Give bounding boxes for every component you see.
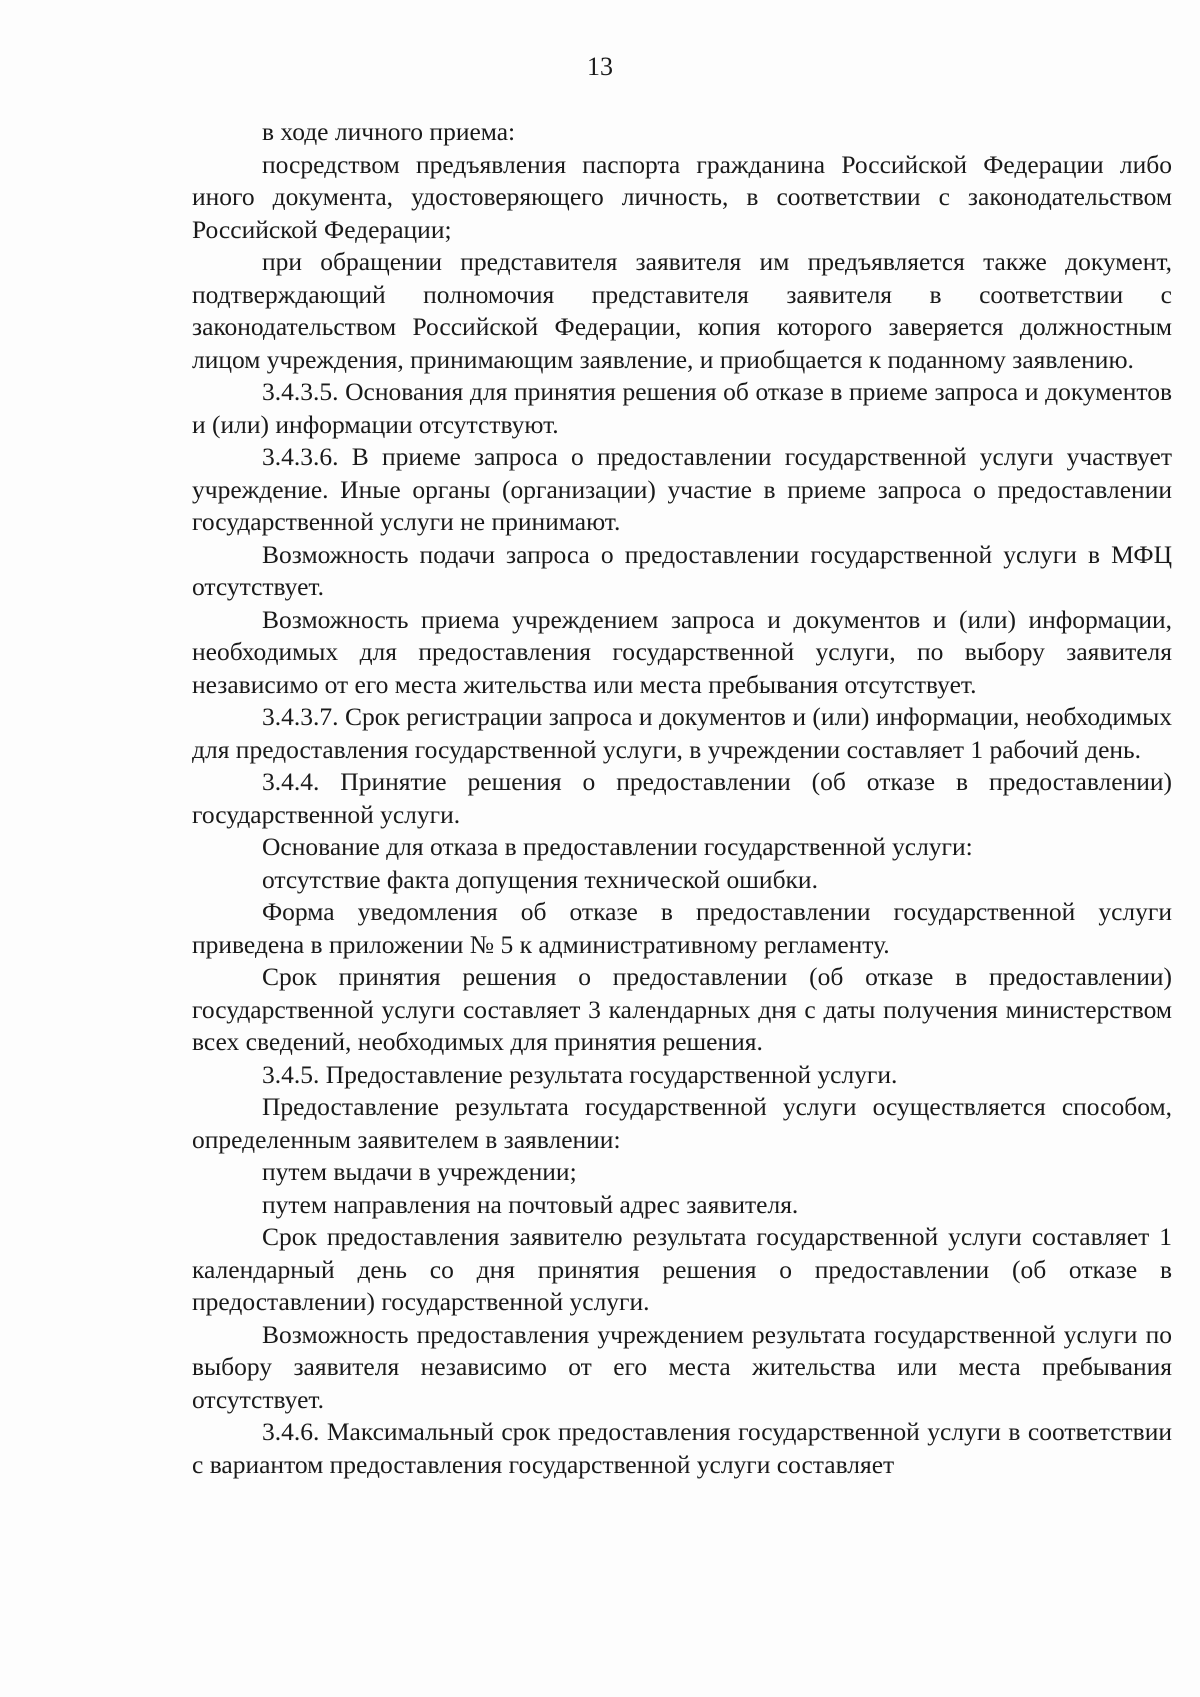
paragraph: Возможность приема учреждением запроса и документов и (или) информации, необходимых для предоставления государственной услуги, по выбору заявителя независимо от его места жительства или места пребывания отсутствует.	[192, 604, 1172, 699]
paragraph: путем направления на почтовый адрес заявителя.	[262, 1189, 799, 1219]
document-body	[192, 116, 1172, 1481]
paragraph: путем выдачи в учреждении;	[262, 1157, 577, 1186]
paragraph: 3.4.5. Предоставление результата государственной услуги.	[262, 1059, 898, 1089]
paragraph: 3.4.6. Максимальный срок предоставления государственной услуги в соответствии с вариантом предоставления государственной услуги составляет	[192, 1417, 1172, 1479]
paragraph: 3.4.3.7. Срок регистрации запроса и документов и (или) информации, необходимых для предоставления государственной услуги, в учреждении составляет 1 рабочий день.	[192, 702, 1172, 764]
paragraph: Возможность подачи запроса о предоставлении государственной услуги в МФЦ отсутствует.	[192, 539, 1172, 601]
paragraph: Предоставление результата государственной услуги осуществляется способом, определенным заявителем в заявлении:	[192, 1092, 1172, 1154]
paragraph: посредством предъявления паспорта гражданина Российской Федерации либо иного документа, удостоверяющего личность, в соответствии с законодательством Российской Федерации;	[192, 149, 1172, 244]
paragraph: Форма уведомления об отказе в предоставлении государственной услуги приведена в приложении № 5 к административному регламенту.	[192, 897, 1172, 959]
paragraph: в ходе личного приема:	[262, 117, 516, 146]
paragraph: 3.4.3.5. Основания для принятия решения об отказе в приеме запроса и документов и (или) информации отсутствуют.	[192, 377, 1172, 439]
paragraph: Срок принятия решения о предоставлении (об отказе в предоставлении) государственной услуги составляет 3 календарных дня с даты получения министерством всех сведений, необходимых для принятия решения.	[192, 962, 1172, 1056]
paragraph: при обращении представителя заявителя им предъявляется также документ, подтверждающий полномочия представителя заявителя в соответствии с законодательством Российской Федерации, копия которого заверяется должностным лицом учреждения, принимающим заявление, и приобщается к поданному заявлению.	[192, 247, 1172, 374]
paragraph: 3.4.4. Принятие решения о предоставлении (об отказе в предоставлении) государственной услуги.	[192, 767, 1172, 829]
paragraph: Срок предоставления заявителю результата государственной услуги составляет 1 календарный день со дня принятия решения о предоставлении (об отказе в предоставлении) государственной услуги.	[192, 1222, 1172, 1316]
page-number: 13	[587, 52, 613, 81]
paragraph: Возможность предоставления учреждением результата государственной услуги по выбору заявителя независимо от его места жительства или места пребывания отсутствует.	[192, 1319, 1172, 1414]
paragraph: 3.4.3.6. В приеме запроса о предоставлении государственной услуги участвует учреждение. Иные органы (организации) участие в приеме запроса о предоставлении государственной услуги не принимают.	[192, 442, 1172, 536]
paragraph: Основание для отказа в предоставлении государственной услуги:	[262, 832, 973, 861]
paragraph: отсутствие факта допущения технической ошибки.	[262, 864, 818, 894]
